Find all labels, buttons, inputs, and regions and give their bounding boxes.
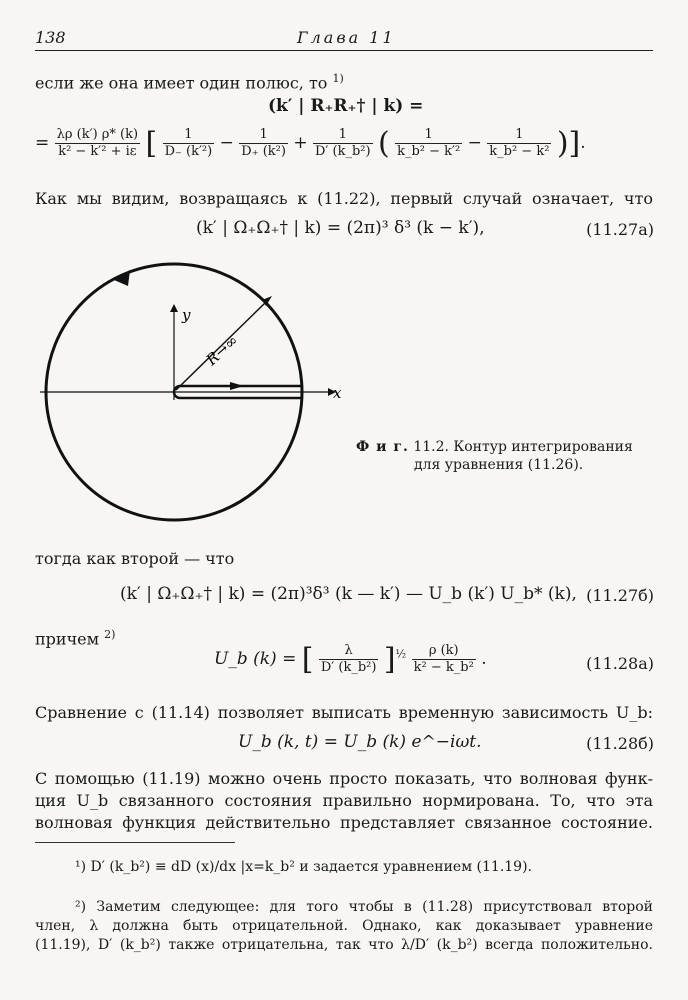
y-axis-arrow [170, 304, 178, 312]
keyhole-arrow [230, 382, 244, 390]
equation-number-11-27b: (11.27б) [586, 586, 654, 605]
equation-number-11-27a: (11.27а) [586, 220, 654, 239]
equation-11-28a: U_b (k) = [ $\frac{\lambda}{\text{D′ (k\_b²)}}$ ]$^{\frac{1}{2}}$ $\frac{\rho (k)}{\text{k² − k\_b²}}$ . [214, 642, 487, 677]
prefix-fraction: $\frac{\lambda\rho (k') \rho* (k)}{\text{k² − k′² + iε}}$ [56, 127, 139, 159]
equation-top-lhs: (k′ | R₊R₊† | k) = [268, 96, 424, 116]
page-number: 138 [35, 28, 66, 47]
chapter-title: Глава 11 [297, 28, 396, 47]
paragraph-6: С помощью (11.19) можно очень просто показать, что волновая функ- ция U_b связанного состояния правильно нормирована. То, что эта волновая функция действительно представляет связанное состояние. [35, 769, 653, 832]
equation-11-27b: (k′ | Ω₊Ω₊† | k) = (2π)³δ³ (k — k′) — U_b (k′) U_b* (k), [120, 584, 577, 604]
paragraph-1: если же она имеет один полюс, то $^{1)}$ [35, 72, 344, 93]
x-axis-label: x [333, 384, 342, 402]
footnote-ref-1: 1) [332, 72, 344, 85]
equation-11-28b: U_b (k, t) = U_b (k) e^−iωt. [238, 732, 482, 752]
contour-figure [30, 260, 350, 530]
paragraph-5: Сравнение с (11.14) позволяет выписать временную зависимость U_b: [35, 703, 653, 722]
equation-big: = $\frac{\lambda\rho (k') \rho* (k)}{\text{k² − k′² + iε}}$ [ $\frac{1}{\text{D₋ (k′²)}}$ − $\frac{1}{\text{D₊ (k²)}}$ + $\frac{1}{\text{D′ (k\_b²)}}$ ( $\frac{1}{\text{k\_b² − k′²}}$ − $\frac{1}{\text{k\_b² − k²}}$ )]. [35, 126, 586, 161]
running-header [35, 28, 655, 50]
footnote-ref-2: 2) [104, 628, 116, 641]
equation-number-11-28a: (11.28а) [586, 654, 654, 673]
equation-11-27a: (k′ | Ω₊Ω₊† | k) = (2π)³ δ³ (k − k′), [196, 218, 485, 238]
footnote-2: ²) Заметим следующее: для того чтобы в (11.28) присутствовал второй член, λ должна быть отрицательной. Однако, как доказывает уравнение (11.19), D′ (k_b²) также отрицательна, так что λ/D′ (k_b²) всегда положительно. [35, 899, 653, 953]
paragraph-2: Как мы видим, возвращаясь к (11.22), первый случай означает, что [35, 189, 653, 208]
footnote-rule [35, 842, 235, 843]
radius-label: R→∞ [202, 331, 242, 369]
paragraph-4: причем $^{2)}$ [35, 628, 116, 649]
footnote-1: ¹) D′ (k_b²) ≡ dD (x)/dx |x=k_b² и задается уравнением (11.19). [75, 859, 532, 875]
figure-caption: Ф и г. 11.2. Контур интегрирования для уравнения (11.26). [356, 439, 633, 473]
header-rule [35, 50, 653, 51]
equation-number-11-28b: (11.28б) [586, 734, 654, 753]
paragraph-3: тогда как второй — что [35, 549, 235, 568]
y-axis-label: y [182, 306, 191, 324]
